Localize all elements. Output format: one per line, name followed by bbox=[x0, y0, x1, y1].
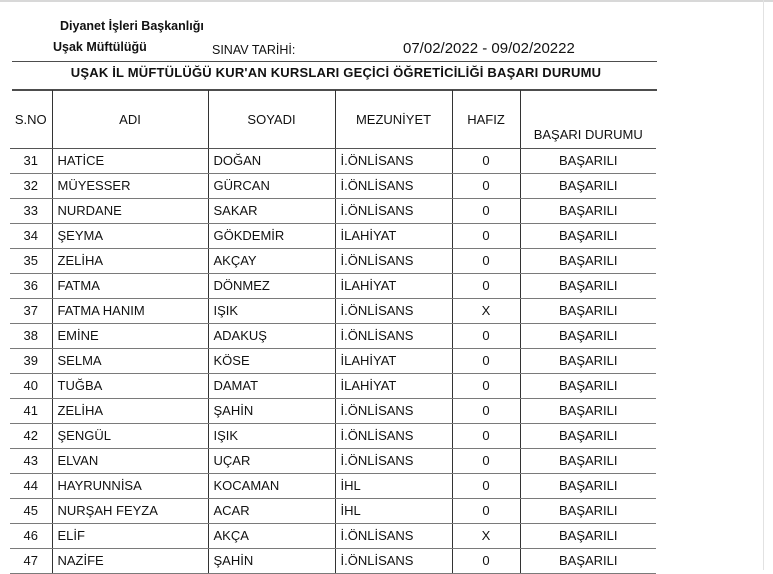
row-hafiz: 0 bbox=[452, 199, 520, 224]
row-hafiz: X bbox=[452, 524, 520, 549]
row-sno: 43 bbox=[10, 449, 52, 474]
table-row bbox=[10, 399, 656, 424]
results-table bbox=[10, 90, 656, 574]
row-sno: 36 bbox=[10, 274, 52, 299]
row-name: HAYRUNNİSA bbox=[52, 474, 208, 499]
row-hafiz: 0 bbox=[452, 274, 520, 299]
table-row bbox=[10, 524, 656, 549]
row-status: BAŞARILI bbox=[520, 549, 656, 574]
row-sno: 35 bbox=[10, 249, 52, 274]
row-name: ZELİHA bbox=[52, 249, 208, 274]
row-name: NURŞAH FEYZA bbox=[52, 499, 208, 524]
row-name: ŞENGÜL bbox=[52, 424, 208, 449]
row-name: TUĞBA bbox=[52, 374, 208, 399]
sub-organization: Uşak Müftülüğü bbox=[53, 40, 147, 54]
title-rule-top bbox=[12, 61, 657, 62]
row-hafiz: 0 bbox=[452, 224, 520, 249]
row-surname: DÖNMEZ bbox=[208, 274, 335, 299]
row-surname: ŞAHİN bbox=[208, 549, 335, 574]
table-row bbox=[10, 374, 656, 399]
row-name: EMİNE bbox=[52, 324, 208, 349]
row-status: BAŞARILI bbox=[520, 449, 656, 474]
table-row bbox=[10, 499, 656, 524]
row-sno: 45 bbox=[10, 499, 52, 524]
row-graduation: İHL bbox=[335, 499, 452, 524]
row-name: HATİCE bbox=[52, 149, 208, 174]
page-edge bbox=[763, 0, 764, 570]
row-name: ZELİHA bbox=[52, 399, 208, 424]
row-surname: UÇAR bbox=[208, 449, 335, 474]
row-status: BAŞARILI bbox=[520, 524, 656, 549]
row-sno: 44 bbox=[10, 474, 52, 499]
row-surname: IŞIK bbox=[208, 299, 335, 324]
row-hafiz: 0 bbox=[452, 449, 520, 474]
row-graduation: İ.ÖNLİSANS bbox=[335, 249, 452, 274]
row-surname: ADAKUŞ bbox=[208, 324, 335, 349]
col-header-name: ADI bbox=[52, 90, 208, 149]
table-row bbox=[10, 199, 656, 224]
row-hafiz: 0 bbox=[452, 399, 520, 424]
row-surname: GÜRCAN bbox=[208, 174, 335, 199]
row-graduation: İ.ÖNLİSANS bbox=[335, 174, 452, 199]
row-sno: 32 bbox=[10, 174, 52, 199]
col-header-sno: S.NO bbox=[10, 90, 52, 149]
row-name: NAZİFE bbox=[52, 549, 208, 574]
row-status: BAŞARILI bbox=[520, 424, 656, 449]
col-header-hafiz: HAFIZ bbox=[452, 90, 520, 149]
row-surname: KÖSE bbox=[208, 349, 335, 374]
row-surname: SAKAR bbox=[208, 199, 335, 224]
row-sno: 37 bbox=[10, 299, 52, 324]
row-graduation: İHL bbox=[335, 474, 452, 499]
row-sno: 39 bbox=[10, 349, 52, 374]
row-surname: KOCAMAN bbox=[208, 474, 335, 499]
table-row bbox=[10, 274, 656, 299]
organization-name: Diyanet İşleri Başkanlığı bbox=[60, 19, 204, 33]
row-hafiz: 0 bbox=[452, 499, 520, 524]
row-sno: 38 bbox=[10, 324, 52, 349]
table-row bbox=[10, 299, 656, 324]
table-row bbox=[10, 349, 656, 374]
row-graduation: İ.ÖNLİSANS bbox=[335, 549, 452, 574]
row-hafiz: X bbox=[452, 299, 520, 324]
row-graduation: İ.ÖNLİSANS bbox=[335, 449, 452, 474]
row-graduation: İ.ÖNLİSANS bbox=[335, 424, 452, 449]
row-name: SELMA bbox=[52, 349, 208, 374]
row-graduation: İLAHİYAT bbox=[335, 224, 452, 249]
row-graduation: İLAHİYAT bbox=[335, 274, 452, 299]
row-surname: ACAR bbox=[208, 499, 335, 524]
row-hafiz: 0 bbox=[452, 324, 520, 349]
row-graduation: İ.ÖNLİSANS bbox=[335, 199, 452, 224]
table-row bbox=[10, 174, 656, 199]
row-sno: 33 bbox=[10, 199, 52, 224]
document-title: UŞAK İL MÜFTÜLÜĞÜ KUR'AN KURSLARI GEÇİCİ ÖĞRETİCİLİĞİ BAŞARI DURUMU bbox=[70, 65, 602, 80]
row-status: BAŞARILI bbox=[520, 224, 656, 249]
row-status: BAŞARILI bbox=[520, 474, 656, 499]
row-graduation: İ.ÖNLİSANS bbox=[335, 299, 452, 324]
row-surname: IŞIK bbox=[208, 424, 335, 449]
row-status: BAŞARILI bbox=[520, 324, 656, 349]
table-row bbox=[10, 249, 656, 274]
row-status: BAŞARILI bbox=[520, 199, 656, 224]
col-header-surname: SOYADI bbox=[208, 90, 335, 149]
row-status: BAŞARILI bbox=[520, 299, 656, 324]
row-hafiz: 0 bbox=[452, 424, 520, 449]
row-hafiz: 0 bbox=[452, 174, 520, 199]
exam-date-range: 07/02/2022 - 09/02/20222 bbox=[403, 40, 575, 57]
table-header-row bbox=[10, 90, 656, 149]
row-sno: 40 bbox=[10, 374, 52, 399]
row-hafiz: 0 bbox=[452, 549, 520, 574]
row-sno: 34 bbox=[10, 224, 52, 249]
row-hafiz: 0 bbox=[452, 474, 520, 499]
table-row bbox=[10, 424, 656, 449]
row-surname: AKÇA bbox=[208, 524, 335, 549]
row-status: BAŞARILI bbox=[520, 499, 656, 524]
row-graduation: İLAHİYAT bbox=[335, 374, 452, 399]
row-sno: 47 bbox=[10, 549, 52, 574]
top-border bbox=[0, 0, 773, 2]
row-status: BAŞARILI bbox=[520, 349, 656, 374]
row-status: BAŞARILI bbox=[520, 374, 656, 399]
row-status: BAŞARILI bbox=[520, 174, 656, 199]
row-hafiz: 0 bbox=[452, 149, 520, 174]
row-surname: AKÇAY bbox=[208, 249, 335, 274]
row-name: NURDANE bbox=[52, 199, 208, 224]
row-sno: 41 bbox=[10, 399, 52, 424]
row-surname: ŞAHİN bbox=[208, 399, 335, 424]
table-row bbox=[10, 224, 656, 249]
row-sno: 42 bbox=[10, 424, 52, 449]
row-graduation: İ.ÖNLİSANS bbox=[335, 324, 452, 349]
row-surname: DOĞAN bbox=[208, 149, 335, 174]
row-graduation: İ.ÖNLİSANS bbox=[335, 524, 452, 549]
col-header-status: BAŞARI DURUMU bbox=[520, 90, 656, 149]
row-name: ELVAN bbox=[52, 449, 208, 474]
row-status: BAŞARILI bbox=[520, 149, 656, 174]
row-hafiz: 0 bbox=[452, 349, 520, 374]
row-graduation: İ.ÖNLİSANS bbox=[335, 399, 452, 424]
row-name: ŞEYMA bbox=[52, 224, 208, 249]
row-hafiz: 0 bbox=[452, 374, 520, 399]
row-name: ELİF bbox=[52, 524, 208, 549]
row-graduation: İLAHİYAT bbox=[335, 349, 452, 374]
exam-date-label: SINAV TARİHİ: bbox=[212, 43, 296, 57]
row-surname: GÖKDEMİR bbox=[208, 224, 335, 249]
table-row bbox=[10, 474, 656, 499]
row-name: MÜYESSER bbox=[52, 174, 208, 199]
row-status: BAŞARILI bbox=[520, 274, 656, 299]
row-status: BAŞARILI bbox=[520, 399, 656, 424]
row-surname: DAMAT bbox=[208, 374, 335, 399]
row-sno: 31 bbox=[10, 149, 52, 174]
row-status: BAŞARILI bbox=[520, 249, 656, 274]
row-name: FATMA HANIM bbox=[52, 299, 208, 324]
col-header-graduation: MEZUNİYET bbox=[335, 90, 452, 149]
row-name: FATMA bbox=[52, 274, 208, 299]
table-row bbox=[10, 449, 656, 474]
row-graduation: İ.ÖNLİSANS bbox=[335, 149, 452, 174]
row-hafiz: 0 bbox=[452, 249, 520, 274]
table-row bbox=[10, 324, 656, 349]
table-row bbox=[10, 149, 656, 174]
row-sno: 46 bbox=[10, 524, 52, 549]
